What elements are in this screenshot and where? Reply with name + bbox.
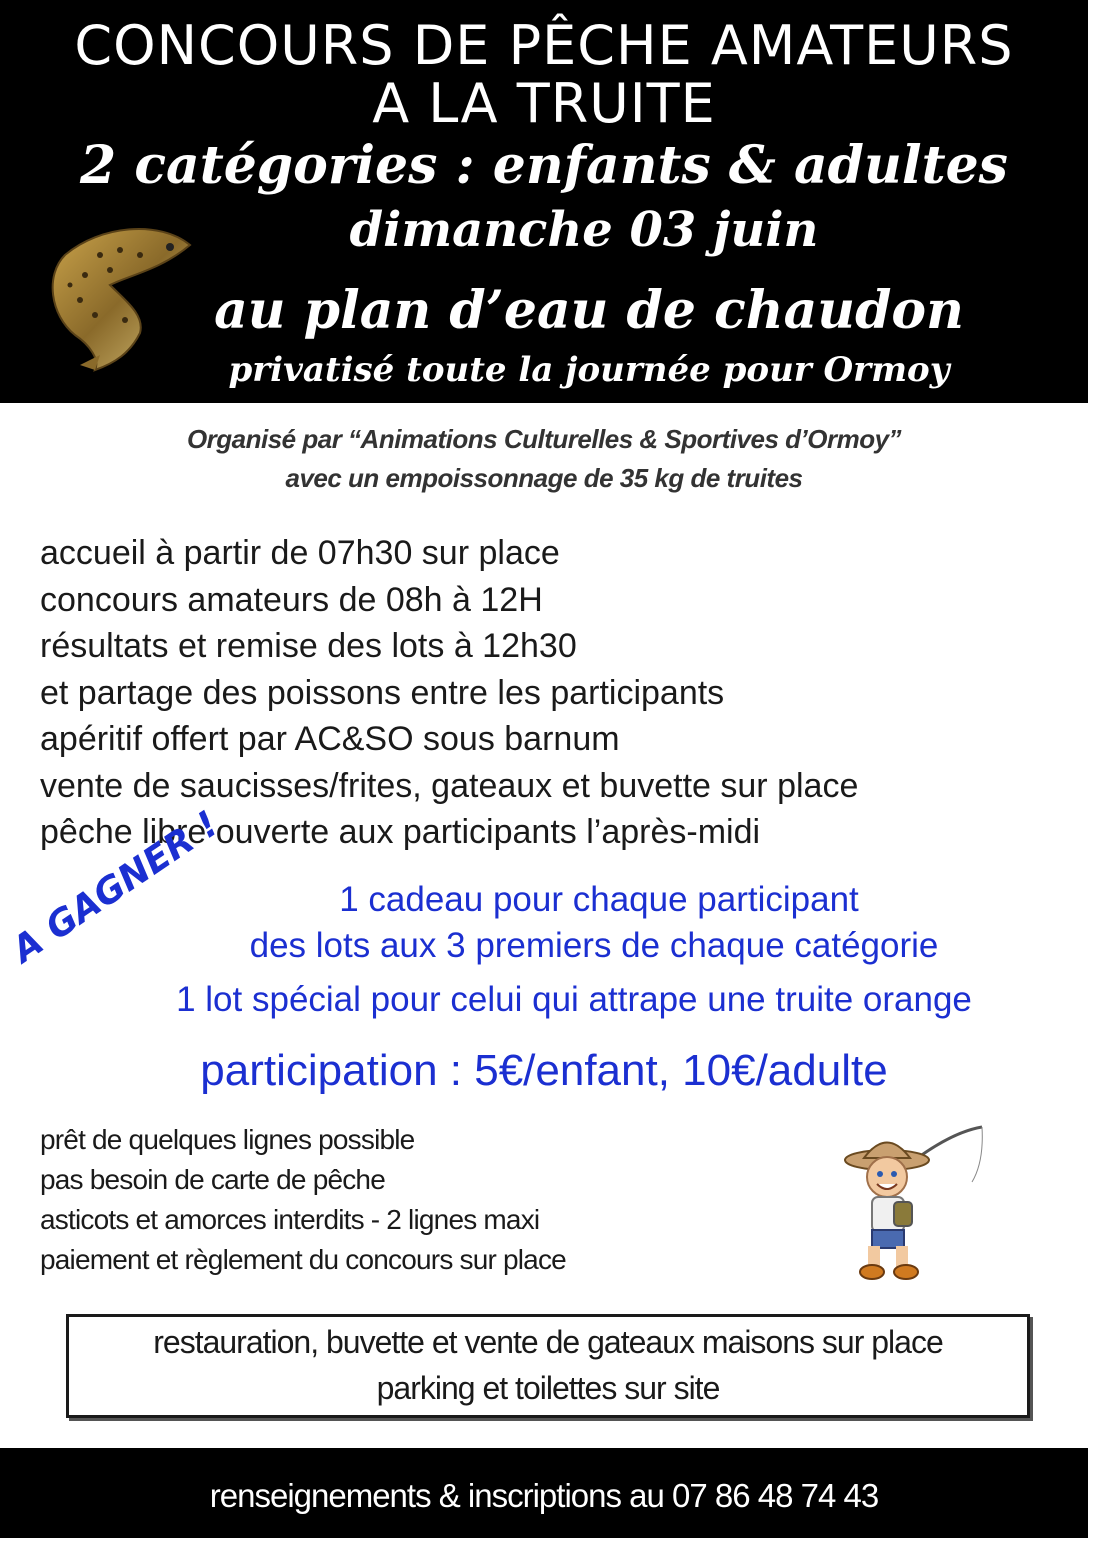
stocking-text: avec un empoissonnage de 35 kg de truites <box>285 463 803 493</box>
services-line: restauration, buvette et vente de gateaux maisons sur place <box>153 1324 943 1360</box>
fisher-kid-icon <box>832 1122 992 1282</box>
prize-item: des lots aux 3 premiers de chaque catégorie <box>249 926 939 965</box>
prize-item: 1 cadeau pour chaque participant <box>339 880 859 919</box>
location-line: au plan d’eau de chaudon <box>214 280 964 341</box>
categories-line: 2 catégories : enfants & adultes <box>80 135 1008 196</box>
title-line-1: CONCOURS DE PÊCHE AMATEURS <box>74 14 1014 77</box>
header-banner <box>0 0 1088 403</box>
participation-price: participation : 5€/enfant, 10€/adulte <box>200 1046 888 1095</box>
a-gagner-stamp: A GAGNER ! <box>5 803 226 971</box>
list-item: apéritif offert par AC&SO sous barnum <box>40 720 620 758</box>
list-item: prêt de quelques lignes possible <box>40 1124 415 1155</box>
prize-item: 1 lot spécial pour celui qui attrape une truite orange <box>176 980 972 1019</box>
list-item: concours amateurs de 08h à 12H <box>40 580 543 619</box>
privatised-line: privatisé toute la journée pour Ormoy <box>228 350 950 390</box>
date-line: dimanche 03 juin <box>349 202 819 258</box>
list-item: pêche libre ouverte aux participants l’après-midi <box>40 813 761 851</box>
trout-fish-icon <box>40 215 200 375</box>
title-line-2: A LA TRUITE <box>372 72 716 135</box>
list-item: et partage des poissons entre les participants <box>40 673 725 712</box>
list-item: pas besoin de carte de pêche <box>40 1164 385 1195</box>
list-item: vente de saucisses/frites, gateaux et buvette sur place <box>40 766 859 805</box>
facilities-line: parking et toilettes sur site <box>376 1370 720 1406</box>
contact-footer: renseignements & inscriptions au 07 86 48 74 43 <box>0 1448 1088 1538</box>
notes-list <box>40 1120 566 1280</box>
organizer-text: Organisé par “Animations Culturelles & Sportives d’Ormoy” <box>186 424 902 454</box>
program-list <box>40 530 858 856</box>
list-item: paiement et règlement du concours sur place <box>40 1244 566 1275</box>
info-box <box>66 1314 1030 1418</box>
list-item: résultats et remise des lots à 12h30 <box>40 627 577 665</box>
list-item: accueil à partir de 07h30 sur place <box>40 534 560 572</box>
list-item: asticots et amorces interdits - 2 lignes maxi <box>40 1204 540 1235</box>
